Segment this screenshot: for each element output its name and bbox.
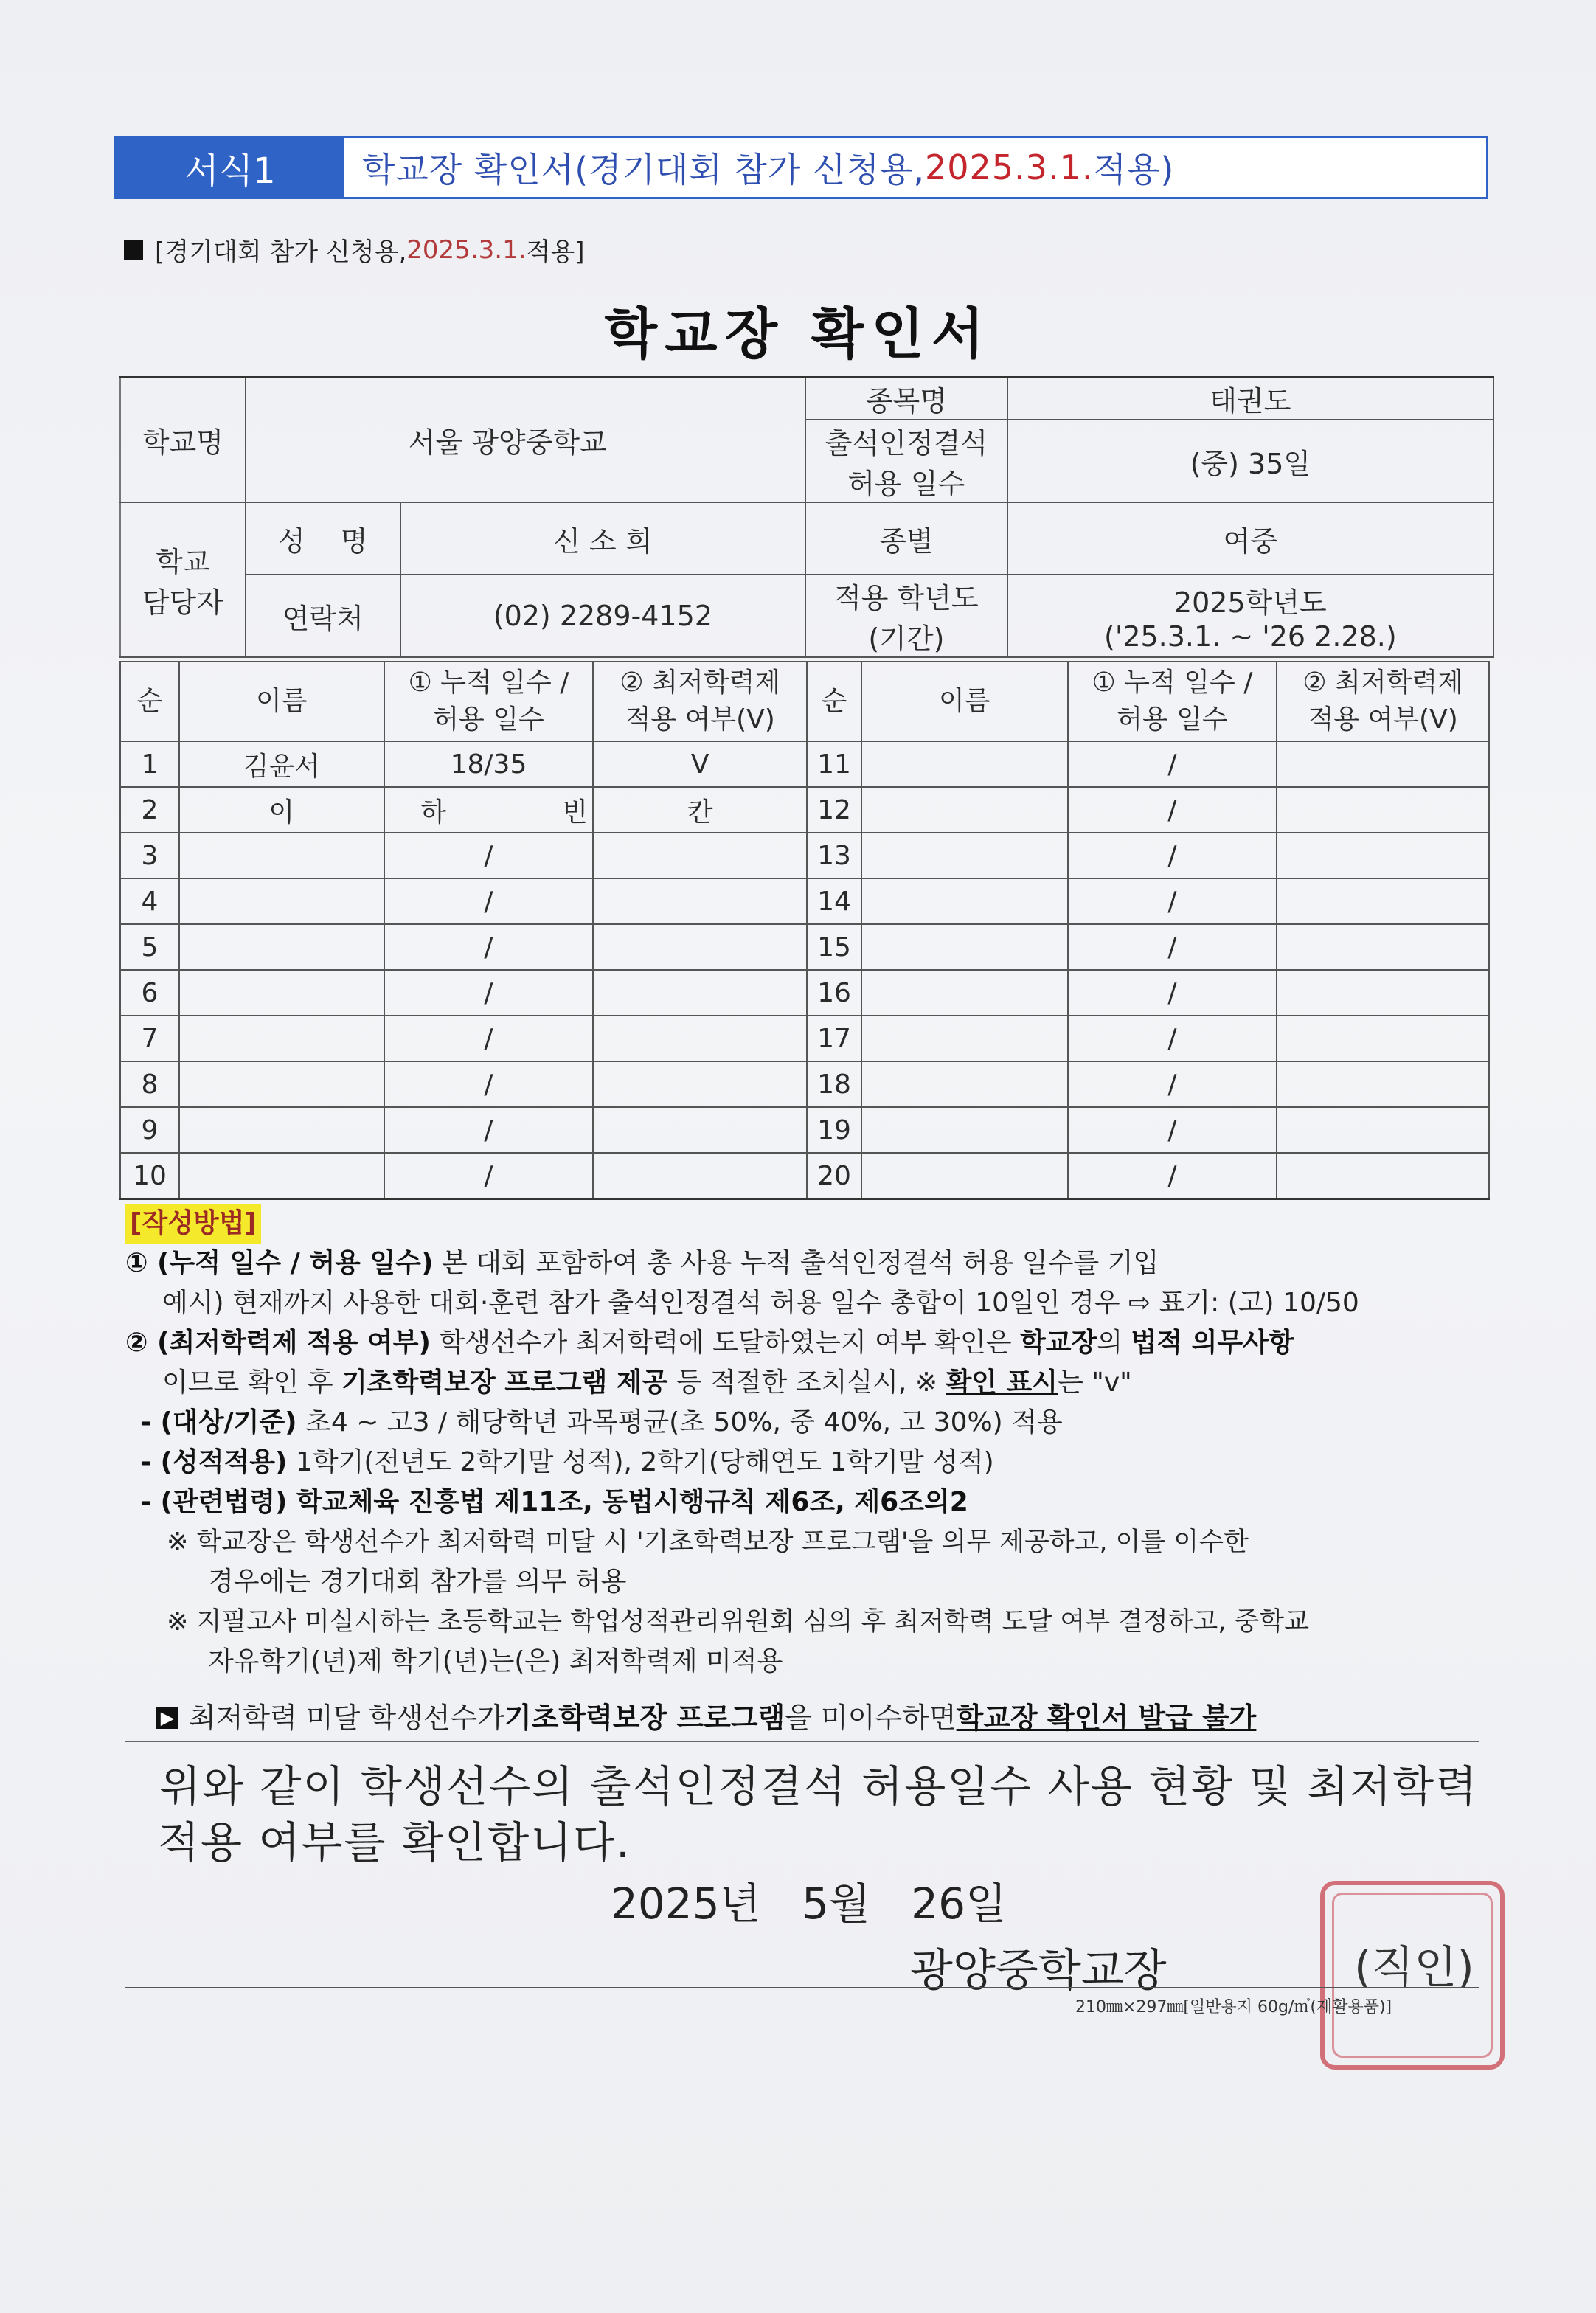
row-no: 19 (807, 1107, 861, 1153)
student-days: / (1068, 970, 1277, 1016)
student-days: / (1068, 1153, 1277, 1199)
school-name-label: 학교명 (120, 378, 246, 503)
student-name (179, 924, 384, 970)
row-no: 18 (807, 1061, 861, 1107)
sport-value: 태권도 (1007, 378, 1493, 420)
student-min-check (593, 833, 807, 878)
instruction-line: 경우에는 경기대회 참가를 의무 허용 (208, 1567, 627, 1597)
manager-label: 학교 담당자 (120, 502, 246, 657)
student-name (179, 970, 384, 1016)
student-days: / (384, 924, 594, 970)
row-no: 13 (807, 833, 861, 878)
manager-name-value: 신 소 희 (400, 502, 805, 575)
school-year-label: 적용 학년도 (기간) (805, 575, 1007, 657)
allow-days-label: 출석인정결석 허용 일수 (805, 420, 1007, 502)
student-days: / (384, 1016, 594, 1061)
col-name-header: 이름 (179, 662, 384, 741)
divider (125, 1987, 1479, 1988)
table-row (120, 1016, 1489, 1061)
student-min-check (1277, 1061, 1489, 1107)
student-name: 김윤서 (179, 741, 384, 787)
row-no: 2 (120, 787, 179, 833)
row-no: 16 (807, 970, 861, 1016)
student-name (861, 1153, 1068, 1199)
school-name-value: 서울 광양중학교 (246, 378, 805, 503)
row-no: 20 (807, 1153, 861, 1199)
row-no: 9 (120, 1107, 179, 1153)
sub-header: [경기대회 참가 신청용, 2025.3.1. 적용] (124, 232, 584, 268)
school-year-value: 2025학년도 ('25.3.1. ~ '26 2.28.) (1007, 575, 1493, 657)
form-header-title: 학교장 확인서(경기대회 참가 신청용, 2025.3.1. 적용) (362, 148, 1175, 190)
table-row (120, 1107, 1489, 1153)
row-no: 7 (120, 1016, 179, 1061)
student-days: / (1068, 787, 1277, 833)
instruction-line: 예시) 현재까지 사용한 대회·훈련 참가 출석인정결석 허용 일수 총합이 10일인 경우 ⇨ 표기: (고) 10/50 (162, 1288, 1359, 1318)
student-name (179, 1107, 384, 1153)
col-days-header: ① 누적 일수 / 허용 일수 (384, 662, 594, 741)
student-days: / (1068, 1107, 1277, 1153)
student-min-check (1277, 970, 1489, 1016)
student-name (861, 787, 1068, 833)
instruction-line: 자유학기(년)제 학기(년)는(은) 최저학력제 미적용 (208, 1646, 783, 1676)
student-days: 18/35 (384, 741, 594, 787)
student-name (861, 970, 1068, 1016)
col-min-header: ② 최저학력제 적용 여부(V) (593, 662, 807, 741)
student-days: / (1068, 878, 1277, 924)
row-no: 3 (120, 833, 179, 878)
student-days: / (1068, 1061, 1277, 1107)
student-name (179, 878, 384, 924)
student-name (179, 1153, 384, 1199)
student-min-check (1277, 741, 1489, 787)
document-title: 학교장 확인서 (604, 302, 992, 366)
row-no: 14 (807, 878, 861, 924)
student-days: / (384, 970, 594, 1016)
subheader-date: 2025.3.1. (406, 235, 527, 265)
student-days: / (384, 1153, 594, 1199)
divider (125, 1741, 1479, 1742)
col-min-header-2: ② 최저학력제 적용 여부(V) (1277, 662, 1489, 741)
table-row (120, 741, 1489, 787)
student-days: / (384, 1061, 594, 1107)
category-label: 종별 (805, 502, 1007, 575)
instruction-line: ② (최저학력제 적용 여부) 학생선수가 최저학력에 도달하였는지 여부 확인은 학교장의 법적 의무사항 (125, 1328, 1294, 1358)
instruction-line: - (관련법령) 학교체육 진흥법 제11조, 동법시행규칙 제6조, 제6조의2 (140, 1487, 968, 1517)
student-min-check (593, 1153, 807, 1199)
student-name (861, 1061, 1068, 1107)
table-row (120, 1061, 1489, 1107)
paper-spec: 210㎜×297㎜[일반용지 60g/㎡(재활용품)] (1075, 1998, 1392, 2016)
square-bullet-icon (124, 240, 143, 260)
principal-title: 광양중학교장 (910, 1945, 1167, 1997)
student-days: / (1068, 1016, 1277, 1061)
student-min-check (593, 1107, 807, 1153)
student-days: / (384, 833, 594, 878)
manager-name-label: 성 명 (246, 502, 400, 575)
row-no: 4 (120, 878, 179, 924)
student-min-check (1277, 1016, 1489, 1061)
arrow-box-icon: ▶ (156, 1707, 178, 1729)
row-no: 1 (120, 741, 179, 787)
student-name (179, 833, 384, 878)
row-no: 11 (807, 741, 861, 787)
student-name (861, 741, 1068, 787)
row-no: 6 (120, 970, 179, 1016)
student-min-check (1277, 787, 1489, 833)
table-row (120, 833, 1489, 878)
row-no: 12 (807, 787, 861, 833)
sport-label: 종목명 (805, 378, 1007, 420)
category-value: 여중 (1007, 502, 1493, 575)
notice-line: ▶ 최저학력 미달 학생선수가 기초학력보장 프로그램 을 미이수하면 학교장 확인서 발급 불가 (125, 1698, 1490, 1738)
student-roster-table (119, 661, 1490, 1200)
student-min-check (1277, 1153, 1489, 1199)
student-min-check (1277, 1107, 1489, 1153)
student-min-check (593, 924, 807, 970)
col-no-header: 순 (120, 662, 179, 741)
col-name-header-2: 이름 (861, 662, 1068, 741)
student-days: / (1068, 833, 1277, 878)
student-days: 하 빈 (384, 787, 594, 833)
table-row (120, 787, 1489, 833)
instructions-heading: [작성방법] (125, 1204, 1490, 1244)
student-min-check (1277, 924, 1489, 970)
student-name (179, 1016, 384, 1061)
instruction-line: - (대상/기준) 초4 ~ 고3 / 해당학년 과목평균(초 50%, 중 40%, 고 30%) 적용 (140, 1407, 1063, 1438)
table-row (120, 878, 1489, 924)
student-name (861, 878, 1068, 924)
allow-days-value: (중) 35일 (1007, 420, 1493, 502)
confirmation-statement: 위와 같이 학생선수의 출석인정결석 허용일수 사용 현황 및 최저학력 적용 여부를 확인합니다. (158, 1761, 1479, 1868)
contact-label: 연락처 (246, 575, 400, 657)
col-days-header-2: ① 누적 일수 / 허용 일수 (1068, 662, 1277, 741)
row-no: 5 (120, 924, 179, 970)
instruction-line: ① (누적 일수 / 허용 일수) 본 대회 포함하여 총 사용 누적 출석인정결석 허용 일수를 기입 (125, 1248, 1159, 1278)
roster-header-row (120, 662, 1489, 741)
student-name (861, 833, 1068, 878)
student-min-check (1277, 878, 1489, 924)
instructions-section (125, 1204, 1490, 1738)
issue-date: 2025년 5월 26일 (611, 1879, 1007, 1929)
row-no: 10 (120, 1153, 179, 1199)
student-min-check (593, 878, 807, 924)
instruction-line: ※ 학교장은 학생선수가 최저학력 미달 시 '기초학력보장 프로그램'을 의무 제공하고, 이를 이수한 (167, 1527, 1249, 1557)
instruction-line: ※ 지필고사 미실시하는 초등학교는 학업성적관리위원회 심의 후 최저학력 도달 여부 결정하고, 중학교 (167, 1607, 1310, 1637)
student-min-check (593, 1016, 807, 1061)
contact-value: (02) 2289-4152 (400, 575, 805, 657)
row-no: 17 (807, 1016, 861, 1061)
student-min-check: 칸 (593, 787, 807, 833)
instruction-line: 이므로 확인 후 기초학력보장 프로그램 제공 등 적절한 조치실시, ※ 확인 표시는 "v" (162, 1367, 1132, 1398)
student-name (861, 1107, 1068, 1153)
form-number-label: 서식1 (116, 138, 344, 197)
row-no: 8 (120, 1061, 179, 1107)
header-date: 2025.3.1. (924, 148, 1094, 187)
student-name: 이 (179, 787, 384, 833)
col-no-header-2: 순 (807, 662, 861, 741)
student-days: / (1068, 741, 1277, 787)
student-days: / (1068, 924, 1277, 970)
form-header-bar (114, 136, 1488, 199)
student-days: / (384, 1107, 594, 1153)
student-min-check (593, 970, 807, 1016)
student-name (861, 924, 1068, 970)
student-min-check (1277, 833, 1489, 878)
school-info-table (119, 376, 1494, 658)
instruction-line: - (성적적용) 1학기(전년도 2학기말 성적), 2학기(당해연도 1학기말 성적) (140, 1447, 994, 1477)
student-days: / (384, 878, 594, 924)
student-min-check (593, 1061, 807, 1107)
table-row (120, 1153, 1489, 1199)
student-name (861, 1016, 1068, 1061)
student-name (179, 1061, 384, 1107)
row-no: 15 (807, 924, 861, 970)
table-row (120, 970, 1489, 1016)
seal-label: (직인) (1354, 1942, 1474, 1994)
table-row (120, 924, 1489, 970)
student-min-check: V (593, 741, 807, 787)
